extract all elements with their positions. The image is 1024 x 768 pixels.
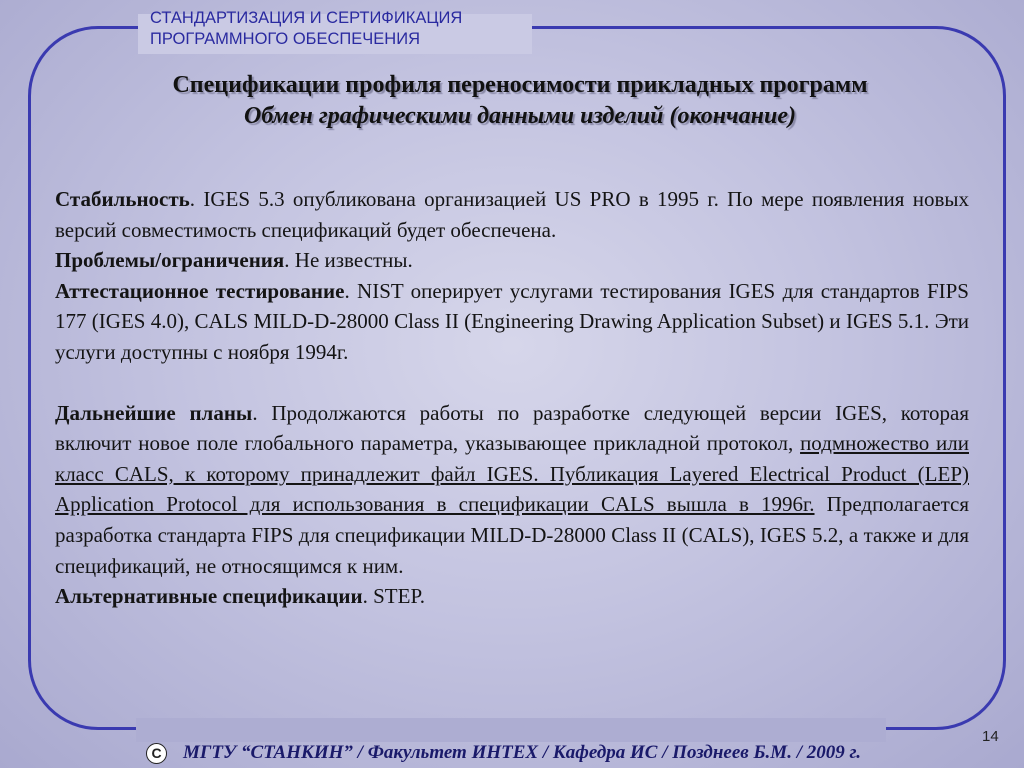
- alternatives-text: . STEP.: [362, 584, 426, 609]
- testing-text: . NIST оперирует услугами тестирования IGES для стандартов FIPS 177 (IGES 4.0), CALS MILD-D-28000 Class II (Engineering Drawing Application Subset) и IGES 5.1. Эти услуги доступны с ноября 1994г.: [55, 278, 969, 364]
- copyright-icon: C: [146, 743, 167, 764]
- problems-label: Проблемы/ограничения: [55, 248, 285, 273]
- problems-text: . Не известны.: [284, 248, 413, 273]
- paragraph-alternatives: [55, 581, 969, 612]
- plans-text-2: Предполагается разработка стандарта FIPS для спецификации MILD-D-28000 Class II (CALS), IGES 5.2, а также и для спецификаций, не относящимся к ним.: [55, 492, 969, 578]
- header-line-2: ПРОГРАММНОГО ОБЕСПЕЧЕНИЯ: [150, 30, 420, 48]
- page-number: 14: [982, 728, 999, 745]
- stability-text: . IGES 5.3 опубликована организацией US PRO в 1995 г. По мере появления новых версий совместимость спецификаций будет обеспечена.: [55, 187, 969, 242]
- paragraph-problems: [55, 245, 969, 276]
- slide-subtitle: Обмен графическими данными изделий (окончание): [244, 103, 796, 129]
- slide-footer: [146, 738, 861, 768]
- paragraph-testing: [55, 276, 969, 368]
- header-line-1: СТАНДАРТИЗАЦИЯ И СЕРТИФИКАЦИЯ: [150, 9, 463, 27]
- alternatives-label: Альтернативные спецификации: [55, 584, 363, 609]
- paragraph-plans: [55, 398, 969, 582]
- plans-text-1: . Продолжаются работы по разработке следующей версии IGES, которая включит новое поле глобального параметра, указывающее прикладной протокол,: [55, 400, 969, 456]
- stability-label: Стабильность: [55, 187, 190, 211]
- testing-label: Аттестационное тестирование: [55, 278, 345, 303]
- slide-body: [55, 184, 969, 612]
- plans-underlined-text: подмножество или класс CALS, к которому принадлежит файл IGES. Публикация Layered Electrical Product (LEP) Application Protocol для использования в спецификации CALS вышла в 1996г.: [55, 431, 969, 517]
- footer-text: МГТУ “СТАНКИН” / Факультет ИНТЕХ / Кафедра ИС / Позднеев Б.М. / 2009 г.: [183, 742, 861, 763]
- slide-title: Спецификации профиля переносимости прикладных программ: [172, 72, 868, 98]
- paragraph-stability: [55, 184, 969, 245]
- plans-label: Дальнейшие планы: [55, 400, 253, 425]
- slide-header: [150, 8, 462, 50]
